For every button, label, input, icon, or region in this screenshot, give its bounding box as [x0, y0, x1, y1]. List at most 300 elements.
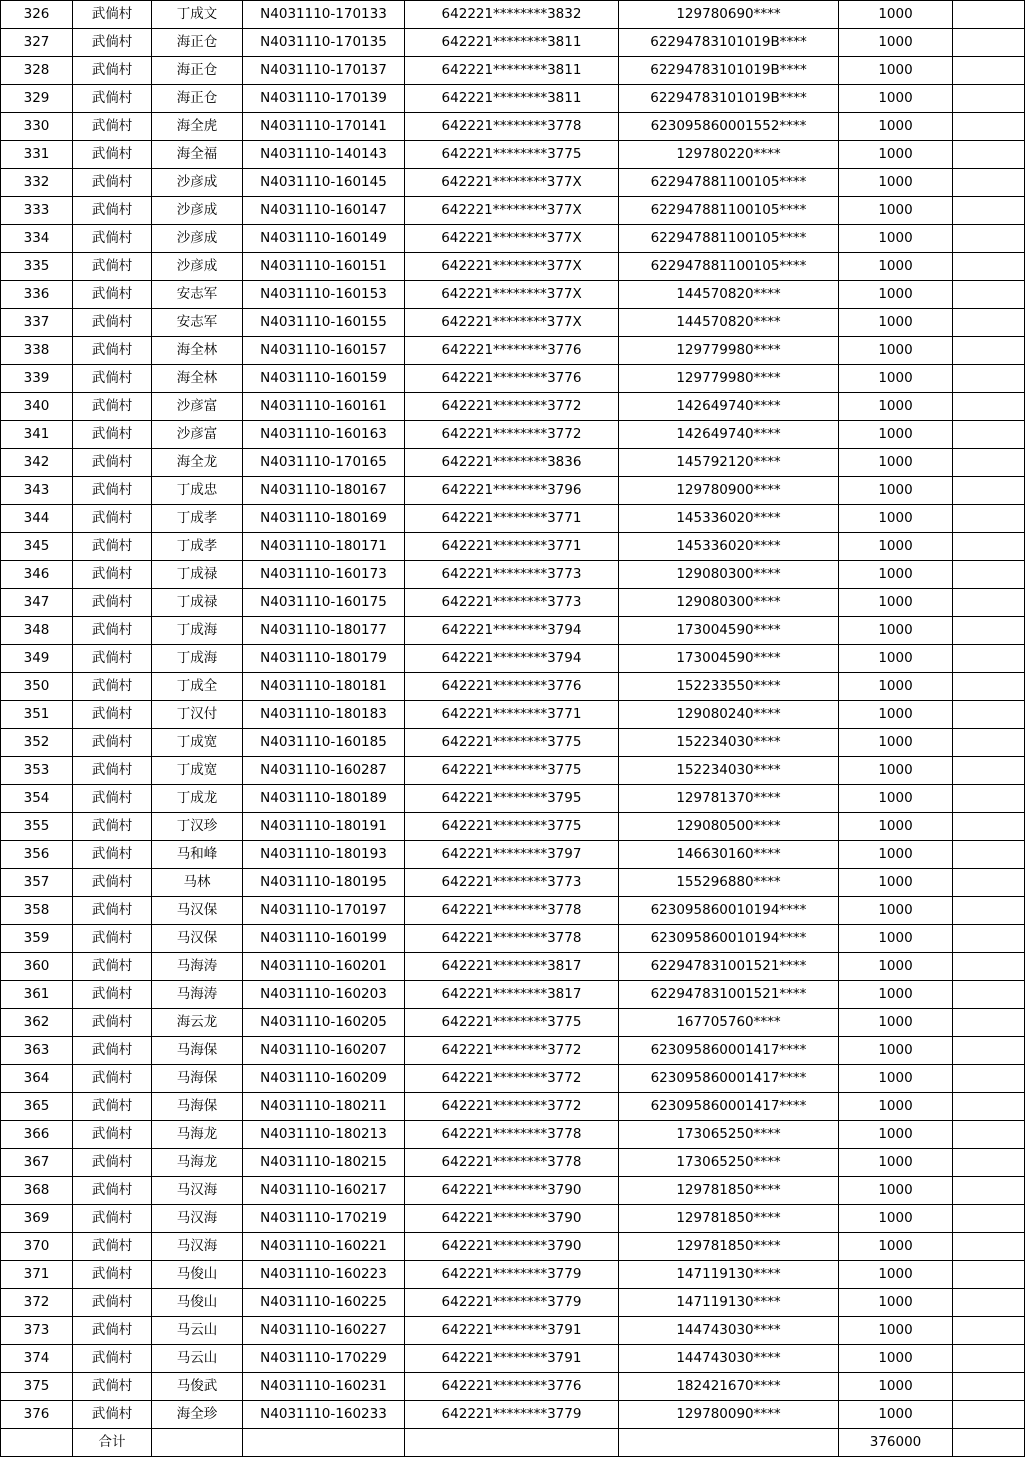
table-row — [1, 757, 1025, 785]
amount: 1000 — [839, 1009, 953, 1037]
remark-cell — [953, 953, 1025, 981]
person-name: 丁成孝 — [152, 505, 243, 533]
person-name: 马海保 — [152, 1093, 243, 1121]
id-number: 642221********3775 — [405, 729, 619, 757]
person-name: 马汉海 — [152, 1233, 243, 1261]
table-row — [1, 309, 1025, 337]
id-number: 642221********3771 — [405, 701, 619, 729]
village-name: 武倘村 — [73, 1261, 152, 1289]
table-row — [1, 337, 1025, 365]
village-name: 武倘村 — [73, 477, 152, 505]
amount: 1000 — [839, 561, 953, 589]
table-row — [1, 1205, 1025, 1233]
remark-cell — [953, 1, 1025, 29]
table-row — [1, 1261, 1025, 1289]
account-number: 62294783101019B**** — [619, 85, 839, 113]
village-name: 武倘村 — [73, 393, 152, 421]
table-row — [1, 1317, 1025, 1345]
remark-cell — [953, 1177, 1025, 1205]
account-number: 62294783101019B**** — [619, 29, 839, 57]
remark-cell — [953, 813, 1025, 841]
village-name: 武倘村 — [73, 1401, 152, 1429]
person-name: 马海保 — [152, 1037, 243, 1065]
remark-cell — [953, 309, 1025, 337]
row-number: 328 — [1, 57, 73, 85]
remark-cell — [953, 897, 1025, 925]
record-code: N4031110-160221 — [243, 1233, 405, 1261]
amount: 1000 — [839, 281, 953, 309]
row-number: 339 — [1, 365, 73, 393]
account-number: 167705760**** — [619, 1009, 839, 1037]
row-number: 332 — [1, 169, 73, 197]
village-name: 武倘村 — [73, 309, 152, 337]
account-number: 622947831001521**** — [619, 981, 839, 1009]
table-row — [1, 225, 1025, 253]
amount: 1000 — [839, 169, 953, 197]
amount: 1000 — [839, 813, 953, 841]
record-code: N4031110-160161 — [243, 393, 405, 421]
account-number: 146630160**** — [619, 841, 839, 869]
record-code: N4031110-170135 — [243, 29, 405, 57]
account-number: 129781850**** — [619, 1233, 839, 1261]
village-name: 武倘村 — [73, 1289, 152, 1317]
person-name: 海全林 — [152, 365, 243, 393]
row-number: 333 — [1, 197, 73, 225]
village-name: 武倘村 — [73, 505, 152, 533]
table-row — [1, 1149, 1025, 1177]
record-code: N4031110-160163 — [243, 421, 405, 449]
amount: 1000 — [839, 1345, 953, 1373]
account-number: 622947881100105**** — [619, 253, 839, 281]
record-code: N4031110-160185 — [243, 729, 405, 757]
row-number: 374 — [1, 1345, 73, 1373]
remark-cell — [953, 57, 1025, 85]
row-number: 350 — [1, 673, 73, 701]
amount: 1000 — [839, 953, 953, 981]
amount: 1000 — [839, 981, 953, 1009]
account-number: 622947831001521**** — [619, 953, 839, 981]
account-number: 142649740**** — [619, 393, 839, 421]
remark-cell — [953, 393, 1025, 421]
record-code: N4031110-180193 — [243, 841, 405, 869]
row-number: 331 — [1, 141, 73, 169]
amount: 1000 — [839, 393, 953, 421]
table-row — [1, 533, 1025, 561]
row-number: 344 — [1, 505, 73, 533]
village-name: 武倘村 — [73, 813, 152, 841]
account-number: 144743030**** — [619, 1317, 839, 1345]
total-blank-code — [243, 1429, 405, 1457]
amount: 1000 — [839, 1373, 953, 1401]
person-name: 丁成禄 — [152, 589, 243, 617]
village-name: 武倘村 — [73, 533, 152, 561]
remark-cell — [953, 1373, 1025, 1401]
amount: 1000 — [839, 197, 953, 225]
record-code: N4031110-160175 — [243, 589, 405, 617]
village-name: 武倘村 — [73, 1009, 152, 1037]
id-number: 642221********3778 — [405, 1121, 619, 1149]
record-code: N4031110-140143 — [243, 141, 405, 169]
amount: 1000 — [839, 1093, 953, 1121]
person-name: 丁成禄 — [152, 561, 243, 589]
account-number: 152234030**** — [619, 757, 839, 785]
row-number: 346 — [1, 561, 73, 589]
id-number: 642221********3796 — [405, 477, 619, 505]
village-name: 武倘村 — [73, 1, 152, 29]
person-name: 丁成龙 — [152, 785, 243, 813]
village-name: 武倘村 — [73, 29, 152, 57]
row-number: 371 — [1, 1261, 73, 1289]
id-number: 642221********3772 — [405, 1093, 619, 1121]
account-number: 129781850**** — [619, 1205, 839, 1233]
person-name: 马林 — [152, 869, 243, 897]
table-row — [1, 617, 1025, 645]
row-number: 337 — [1, 309, 73, 337]
id-number: 642221********3794 — [405, 617, 619, 645]
account-number: 129779980**** — [619, 337, 839, 365]
village-name: 武倘村 — [73, 1345, 152, 1373]
record-code: N4031110-160287 — [243, 757, 405, 785]
person-name: 马海龙 — [152, 1149, 243, 1177]
remark-cell — [953, 617, 1025, 645]
row-number: 375 — [1, 1373, 73, 1401]
row-number: 359 — [1, 925, 73, 953]
village-name: 武倘村 — [73, 113, 152, 141]
person-name: 沙彦成 — [152, 197, 243, 225]
person-name: 海云龙 — [152, 1009, 243, 1037]
remark-cell — [953, 477, 1025, 505]
table-row — [1, 561, 1025, 589]
village-name: 武倘村 — [73, 253, 152, 281]
amount: 1000 — [839, 925, 953, 953]
record-code: N4031110-160231 — [243, 1373, 405, 1401]
account-number: 145336020**** — [619, 505, 839, 533]
row-number: 373 — [1, 1317, 73, 1345]
row-number: 363 — [1, 1037, 73, 1065]
village-name: 武倘村 — [73, 225, 152, 253]
account-number: 129080240**** — [619, 701, 839, 729]
remark-cell — [953, 281, 1025, 309]
village-name: 武倘村 — [73, 421, 152, 449]
remark-cell — [953, 673, 1025, 701]
village-name: 武倘村 — [73, 561, 152, 589]
row-number: 347 — [1, 589, 73, 617]
account-number: 129080300**** — [619, 589, 839, 617]
table-row — [1, 253, 1025, 281]
amount: 1000 — [839, 841, 953, 869]
person-name: 丁成宽 — [152, 729, 243, 757]
account-number: 173004590**** — [619, 645, 839, 673]
id-number: 642221********3772 — [405, 1065, 619, 1093]
id-number: 642221********377X — [405, 253, 619, 281]
remark-cell — [953, 225, 1025, 253]
table-row — [1, 1233, 1025, 1261]
amount: 1000 — [839, 113, 953, 141]
table-row — [1, 197, 1025, 225]
record-code: N4031110-180171 — [243, 533, 405, 561]
village-name: 武倘村 — [73, 1065, 152, 1093]
row-number: 353 — [1, 757, 73, 785]
person-name: 海正仓 — [152, 29, 243, 57]
person-name: 马俊武 — [152, 1373, 243, 1401]
id-number: 642221********3773 — [405, 869, 619, 897]
record-code: N4031110-160199 — [243, 925, 405, 953]
table-row — [1, 141, 1025, 169]
person-name: 丁成文 — [152, 1, 243, 29]
row-number: 358 — [1, 897, 73, 925]
total-row — [1, 1429, 1025, 1457]
village-name: 武倘村 — [73, 757, 152, 785]
remark-cell — [953, 1037, 1025, 1065]
table-row — [1, 1289, 1025, 1317]
record-code: N4031110-160159 — [243, 365, 405, 393]
remark-cell — [953, 1317, 1025, 1345]
row-number: 334 — [1, 225, 73, 253]
remark-cell — [953, 85, 1025, 113]
total-amount: 376000 — [839, 1429, 953, 1457]
account-number: 144570820**** — [619, 281, 839, 309]
id-number: 642221********377X — [405, 309, 619, 337]
record-code: N4031110-160149 — [243, 225, 405, 253]
person-name: 马汉保 — [152, 925, 243, 953]
table-row — [1, 169, 1025, 197]
remark-cell — [953, 253, 1025, 281]
record-code: N4031110-170133 — [243, 1, 405, 29]
table-row — [1, 1345, 1025, 1373]
village-name: 武倘村 — [73, 1037, 152, 1065]
id-number: 642221********3797 — [405, 841, 619, 869]
row-number: 345 — [1, 533, 73, 561]
village-name: 武倘村 — [73, 617, 152, 645]
total-label: 合计 — [73, 1429, 152, 1457]
village-name: 武倘村 — [73, 589, 152, 617]
remark-cell — [953, 981, 1025, 1009]
total-blank-account — [619, 1429, 839, 1457]
account-number: 152233550**** — [619, 673, 839, 701]
person-name: 海全虎 — [152, 113, 243, 141]
remark-cell — [953, 1345, 1025, 1373]
remark-cell — [953, 1261, 1025, 1289]
account-number: 623095860010194**** — [619, 897, 839, 925]
account-number: 173004590**** — [619, 617, 839, 645]
table-row — [1, 1093, 1025, 1121]
id-number: 642221********3779 — [405, 1289, 619, 1317]
total-blank-name — [152, 1429, 243, 1457]
amount: 1000 — [839, 1037, 953, 1065]
person-name: 马俊山 — [152, 1289, 243, 1317]
village-name: 武倘村 — [73, 673, 152, 701]
total-blank-no — [1, 1429, 73, 1457]
village-name: 武倘村 — [73, 869, 152, 897]
record-code: N4031110-170197 — [243, 897, 405, 925]
remark-cell — [953, 533, 1025, 561]
record-code: N4031110-160203 — [243, 981, 405, 1009]
remark-cell — [953, 925, 1025, 953]
account-number: 147119130**** — [619, 1261, 839, 1289]
table-row — [1, 85, 1025, 113]
person-name: 马汉海 — [152, 1205, 243, 1233]
row-number: 335 — [1, 253, 73, 281]
record-code: N4031110-160157 — [243, 337, 405, 365]
record-code: N4031110-180179 — [243, 645, 405, 673]
account-number: 622947881100105**** — [619, 225, 839, 253]
account-number: 145336020**** — [619, 533, 839, 561]
table-row — [1, 393, 1025, 421]
amount: 1000 — [839, 421, 953, 449]
table-row — [1, 925, 1025, 953]
row-number: 342 — [1, 449, 73, 477]
account-number: 152234030**** — [619, 729, 839, 757]
amount: 1000 — [839, 1177, 953, 1205]
village-name: 武倘村 — [73, 701, 152, 729]
row-number: 356 — [1, 841, 73, 869]
row-number: 343 — [1, 477, 73, 505]
id-number: 642221********3817 — [405, 953, 619, 981]
account-number: 129781370**** — [619, 785, 839, 813]
id-number: 642221********377X — [405, 169, 619, 197]
amount: 1000 — [839, 729, 953, 757]
table-row — [1, 897, 1025, 925]
id-number: 642221********3791 — [405, 1345, 619, 1373]
record-code: N4031110-180189 — [243, 785, 405, 813]
table-row — [1, 1, 1025, 29]
record-code: N4031110-160209 — [243, 1065, 405, 1093]
account-number: 142649740**** — [619, 421, 839, 449]
row-number: 341 — [1, 421, 73, 449]
table-row — [1, 57, 1025, 85]
village-name: 武倘村 — [73, 57, 152, 85]
table-row — [1, 1121, 1025, 1149]
table-row — [1, 1065, 1025, 1093]
table-row — [1, 1177, 1025, 1205]
table-row — [1, 1401, 1025, 1429]
id-number: 642221********3790 — [405, 1205, 619, 1233]
village-name: 武倘村 — [73, 1149, 152, 1177]
table-row — [1, 981, 1025, 1009]
village-name: 武倘村 — [73, 449, 152, 477]
id-number: 642221********377X — [405, 197, 619, 225]
account-number: 129780220**** — [619, 141, 839, 169]
person-name: 海正仓 — [152, 57, 243, 85]
remark-cell — [953, 645, 1025, 673]
table-row — [1, 449, 1025, 477]
id-number: 642221********3771 — [405, 533, 619, 561]
record-code: N4031110-160147 — [243, 197, 405, 225]
ledger-body — [1, 1, 1025, 1457]
row-number: 357 — [1, 869, 73, 897]
record-code: N4031110-170139 — [243, 85, 405, 113]
record-code: N4031110-180167 — [243, 477, 405, 505]
remark-cell — [953, 785, 1025, 813]
record-code: N4031110-180215 — [243, 1149, 405, 1177]
remark-cell — [953, 1065, 1025, 1093]
account-number: 129080500**** — [619, 813, 839, 841]
row-number: 362 — [1, 1009, 73, 1037]
id-number: 642221********3791 — [405, 1317, 619, 1345]
id-number: 642221********377X — [405, 225, 619, 253]
total-blank-id — [405, 1429, 619, 1457]
table-row — [1, 505, 1025, 533]
person-name: 海正仓 — [152, 85, 243, 113]
amount: 1000 — [839, 1317, 953, 1345]
record-code: N4031110-160205 — [243, 1009, 405, 1037]
table-row — [1, 281, 1025, 309]
person-name: 马云山 — [152, 1317, 243, 1345]
account-number: 173065250**** — [619, 1121, 839, 1149]
row-number: 326 — [1, 1, 73, 29]
record-code: N4031110-160225 — [243, 1289, 405, 1317]
amount: 1000 — [839, 1121, 953, 1149]
table-row — [1, 729, 1025, 757]
remark-cell — [953, 141, 1025, 169]
id-number: 642221********3811 — [405, 29, 619, 57]
village-name: 武倘村 — [73, 981, 152, 1009]
person-name: 马汉海 — [152, 1177, 243, 1205]
person-name: 沙彦富 — [152, 421, 243, 449]
id-number: 642221********3778 — [405, 1149, 619, 1177]
row-number: 348 — [1, 617, 73, 645]
amount: 1000 — [839, 477, 953, 505]
amount: 1000 — [839, 29, 953, 57]
village-name: 武倘村 — [73, 85, 152, 113]
record-code: N4031110-180195 — [243, 869, 405, 897]
amount: 1000 — [839, 337, 953, 365]
person-name: 丁汉珍 — [152, 813, 243, 841]
amount: 1000 — [839, 869, 953, 897]
amount: 1000 — [839, 533, 953, 561]
remark-cell — [953, 197, 1025, 225]
village-name: 武倘村 — [73, 169, 152, 197]
amount: 1000 — [839, 701, 953, 729]
person-name: 丁汉付 — [152, 701, 243, 729]
table-row — [1, 701, 1025, 729]
person-name: 马云山 — [152, 1345, 243, 1373]
id-number: 642221********3776 — [405, 337, 619, 365]
person-name: 安志军 — [152, 309, 243, 337]
account-number: 129780090**** — [619, 1401, 839, 1429]
id-number: 642221********3772 — [405, 393, 619, 421]
table-row — [1, 589, 1025, 617]
id-number: 642221********3776 — [405, 1373, 619, 1401]
id-number: 642221********3775 — [405, 141, 619, 169]
account-number: 129080300**** — [619, 561, 839, 589]
row-number: 354 — [1, 785, 73, 813]
amount: 1000 — [839, 57, 953, 85]
row-number: 329 — [1, 85, 73, 113]
amount: 1000 — [839, 225, 953, 253]
id-number: 642221********3832 — [405, 1, 619, 29]
person-name: 沙彦富 — [152, 393, 243, 421]
amount: 1000 — [839, 505, 953, 533]
account-number: 623095860001417**** — [619, 1037, 839, 1065]
remark-cell — [953, 757, 1025, 785]
id-number: 642221********3776 — [405, 673, 619, 701]
amount: 1000 — [839, 1, 953, 29]
amount: 1000 — [839, 449, 953, 477]
record-code: N4031110-160145 — [243, 169, 405, 197]
remark-cell — [953, 1009, 1025, 1037]
person-name: 丁成海 — [152, 617, 243, 645]
row-number: 366 — [1, 1121, 73, 1149]
id-number: 642221********3773 — [405, 589, 619, 617]
table-row — [1, 29, 1025, 57]
village-name: 武倘村 — [73, 897, 152, 925]
id-number: 642221********377X — [405, 281, 619, 309]
table-row — [1, 1009, 1025, 1037]
village-name: 武倘村 — [73, 953, 152, 981]
id-number: 642221********3817 — [405, 981, 619, 1009]
row-number: 376 — [1, 1401, 73, 1429]
